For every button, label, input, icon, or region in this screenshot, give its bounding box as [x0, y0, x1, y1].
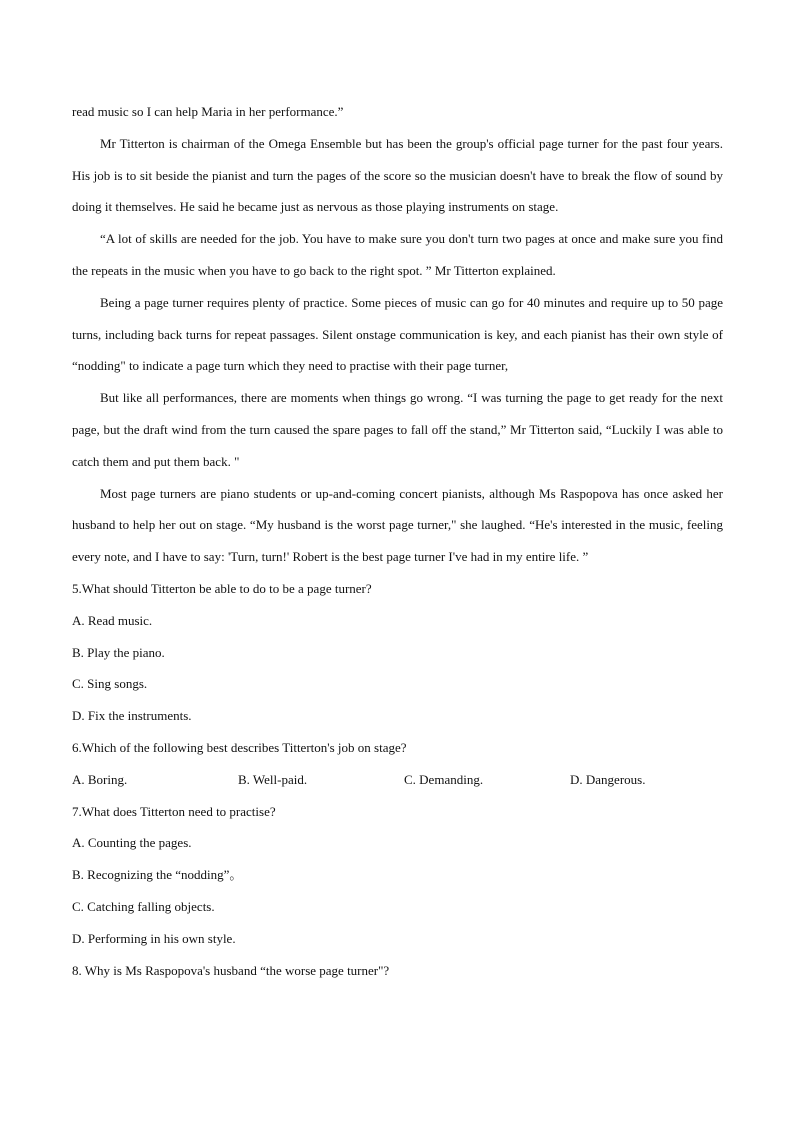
passage-paragraph-4: Being a page turner requires plenty of practice. Some pieces of music can go for 40 minutes and require up to 50 page turns, including back turns for repeat passages. Silent onstage communication is key, and each pianist has their own style of “nodding" to indicate a page turn which they need to practise with their page turner,	[72, 294, 723, 374]
answer-option-d: D. Performing in his own style.	[72, 930, 236, 946]
passage-paragraph-3: “A lot of skills are needed for the job. You have to make sure you don't turn two pages at once and make sure you find the repeats in the music when you have to go back to the right spot. ” Mr Titterton explained.	[72, 231, 723, 278]
answer-option-d: D. Dangerous.	[570, 771, 646, 787]
answer-option-d: D. Fix the instruments.	[72, 708, 192, 724]
answer-option-c: C. Sing songs.	[72, 676, 148, 692]
answer-option-b: B. Well-paid.	[238, 771, 308, 787]
question-8	[72, 955, 723, 987]
answer-option-c: C. Demanding.	[404, 771, 484, 787]
question-7	[72, 796, 723, 955]
reading-passage	[72, 96, 723, 573]
question-stem: 6.Which of the following best describes Titterton's job on stage?	[72, 739, 407, 755]
answer-options-row	[72, 764, 723, 796]
answer-option-b: B. Play the piano.	[72, 644, 165, 660]
question-stem: 7.What does Titterton need to practise?	[72, 803, 276, 819]
question-6	[72, 732, 723, 796]
answer-option-b: B. Recognizing the “nodding”。	[72, 867, 243, 883]
answer-option-a: A. Read music.	[72, 612, 153, 628]
passage-paragraph-6: Most page turners are piano students or up-and-coming concert pianists, although Ms Raspopova has once asked her husband to help her out on stage. “My husband is the worst page turner," she laughed. “He's interested in the music, feeling every note, and I have to say: 'Turn, turn!' Robert is the best page turner I've had in my entire life. ”	[72, 485, 723, 565]
passage-paragraph-5: But like all performances, there are moments when things go wrong. “I was turning the page to get ready for the next page, but the draft wind from the turn caused the spare pages to fall off the stand,” Mr Titterton said, “Luckily I was able to catch them and put them back. "	[72, 390, 723, 469]
document-page	[72, 96, 723, 986]
answer-option-a: A. Counting the pages.	[72, 835, 192, 851]
answer-option-c: C. Catching falling objects.	[72, 898, 215, 914]
question-stem: 8. Why is Ms Raspopova's husband “the worse page turner"?	[72, 962, 390, 978]
answer-option-a: A. Boring.	[72, 771, 128, 787]
passage-paragraph-2: Mr Titterton is chairman of the Omega Ensemble but has been the group's official page turner for the past four years. His job is to sit beside the pianist and turn the pages of the score so the musician doesn't have to break the flow of sound by doing it themselves. He said he became just as nervous as those playing instruments on stage.	[72, 135, 723, 215]
question-5	[72, 573, 723, 732]
question-stem: 5.What should Titterton be able to do to be a page turner?	[72, 580, 372, 596]
passage-paragraph-1: read music so I can help Maria in her performance.”	[72, 104, 344, 119]
